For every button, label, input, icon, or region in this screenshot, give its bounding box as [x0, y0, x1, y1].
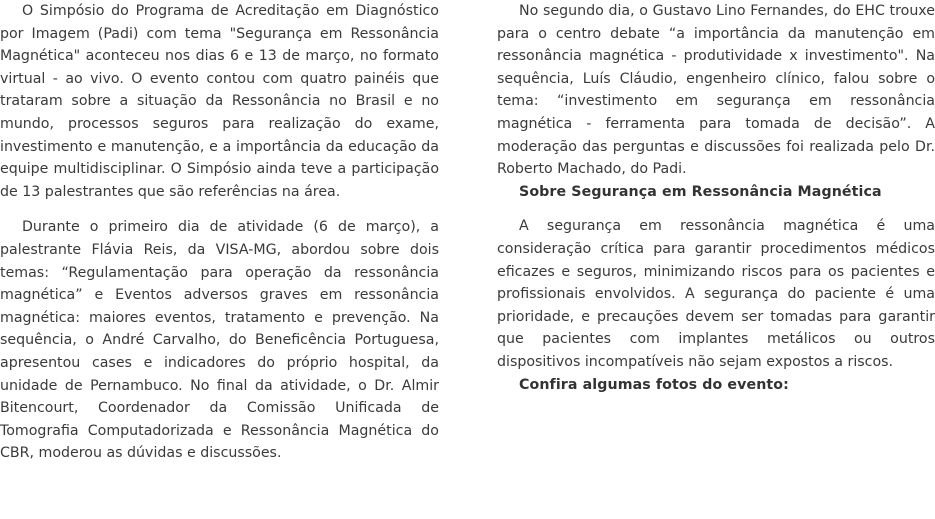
- paragraph-first-day: Durante o primeiro dia de atividade (6 de março), a palestrante Flávia Reis, da VISA-MG, abordou sobre dois temas: “Regulamentação para operação da ressonância magnética” e Eventos adversos graves em ressonância magnética: maiores eventos, tratamento e prevenção. Na sequência, o André Carvalho, do Beneficência Portuguesa, apresentou cases e indicadores do próprio hospital, da unidade de Pernambuco. No final da atividade, o Dr. Almir Bitencourt, Coordenador da Comissão Unificada de Tomografia Computadorizada e Ressonância Magnética do CBR, moderou as dúvidas e discussões.: [0, 219, 439, 462]
- section-heading-safety: Sobre Segurança em Ressonância Magnética: [519, 183, 882, 200]
- section-heading-photos: Confira algumas fotos do evento:: [519, 376, 789, 393]
- article-right-column: [497, 0, 935, 396]
- paragraph-intro: O Simpósio do Programa de Acreditação em Diagnóstico por Imagem (Padi) com tema "Segurança em Ressonância Magnética" aconteceu nos dias 6 e 13 de março, no formato virtual - ao vivo. O evento contou com quatro painéis que trataram sobre a situação da Ressonância no Brasil e no mundo, processos seguros para realização do exame, investimento e manutenção, e a importância da educação da equipe multidisciplinar. O Simpósio ainda teve a participação de 13 palestrantes que são referências na área.: [0, 3, 439, 200]
- paragraph-safety: A segurança em ressonância magnética é uma consideração crítica para garantir procedimentos médicos eficazes e seguros, minimizando riscos para os pacientes e profissionais envolvidos. A segurança do paciente é uma prioridade, e precauções devem ser tomadas para garantir que pacientes com implantes metálicos ou outros dispositivos incompatíveis não sejam expostos a riscos.: [497, 218, 935, 370]
- article-left-column: [0, 0, 439, 465]
- paragraph-second-day: No segundo dia, o Gustavo Lino Fernandes, do EHC trouxe para o centro debate “a importância da manutenção em ressonância magnética - produtividade x investimento". Na sequência, Luís Cláudio, engenheiro clínico, falou sobre o tema: “investimento em segurança em ressonância magnética - ferramenta para tomada de decisão”. A moderação das perguntas e discussões foi realizada pelo Dr. Roberto Machado, do Padi.: [497, 3, 935, 178]
